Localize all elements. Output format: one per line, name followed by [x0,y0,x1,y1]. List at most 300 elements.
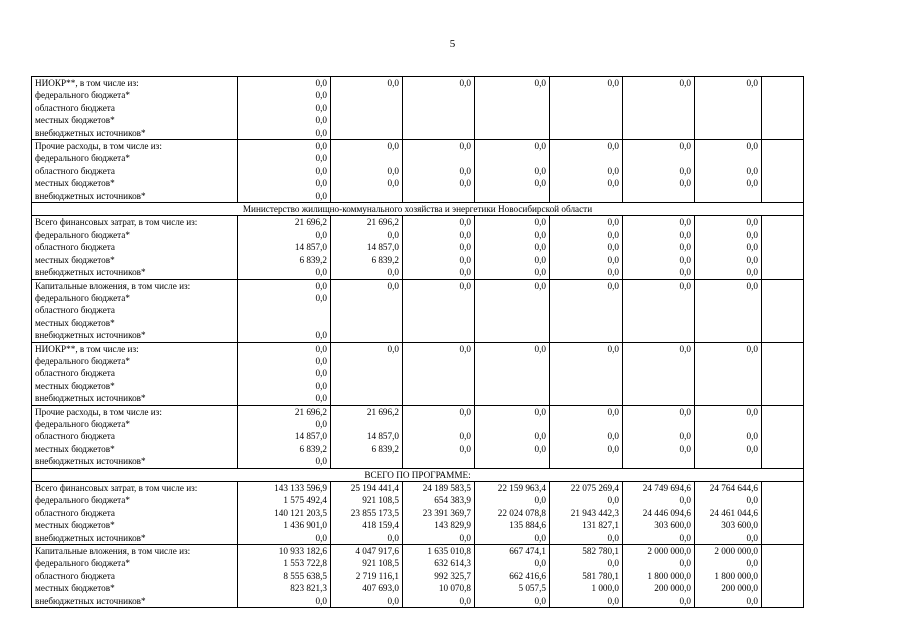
value-cell: 0,0 [238,279,331,292]
table-row [32,405,804,418]
budget-table [31,76,804,608]
value-cell [623,127,695,140]
value-cell: 0,0 [695,595,762,608]
value-cell: 0,0 [623,266,695,279]
empty-cell [762,570,804,582]
value-cell: 143 829,9 [403,519,475,531]
value-cell [623,329,695,342]
value-cell: 0,0 [403,77,475,90]
value-cell: 0,0 [695,430,762,442]
value-cell: 21 696,2 [331,216,403,229]
value-cell: 140 121 203,5 [238,507,331,519]
table-row [32,266,804,279]
value-cell: 0,0 [550,279,623,292]
empty-cell [762,165,804,177]
value-cell: 0,0 [695,254,762,266]
empty-cell [762,557,804,569]
value-cell [331,114,403,126]
value-cell: 0,0 [550,595,623,608]
value-cell: 0,0 [238,532,331,545]
value-cell: 0,0 [623,140,695,153]
row-label: местных бюджетов* [32,317,238,329]
value-cell: 0,0 [331,532,403,545]
value-cell: 0,0 [403,241,475,253]
value-cell [403,89,475,101]
value-cell [550,380,623,392]
table-row [32,216,804,229]
empty-cell [762,152,804,164]
value-cell: 24 749 694,6 [623,482,695,495]
value-cell [403,152,475,164]
empty-cell [762,266,804,279]
value-cell: 24 189 583,5 [403,482,475,495]
value-cell: 0,0 [695,140,762,153]
value-cell: 0,0 [238,127,331,140]
value-cell: 135 884,6 [475,519,550,531]
section-header-row [32,468,804,481]
value-cell [623,455,695,468]
value-cell: 0,0 [623,279,695,292]
table-row [32,519,804,531]
value-cell [550,392,623,405]
value-cell [695,355,762,367]
value-cell: 0,0 [623,557,695,569]
table-row [32,140,804,153]
value-cell [475,367,550,379]
value-cell: 0,0 [403,342,475,355]
value-cell: 0,0 [331,266,403,279]
value-cell: 2 000 000,0 [623,545,695,558]
table-row [32,329,804,342]
value-cell: 1 800 000,0 [695,570,762,582]
value-cell [550,102,623,114]
value-cell: 0,0 [550,77,623,90]
value-cell: 0,0 [331,77,403,90]
empty-cell [762,392,804,405]
empty-cell [762,507,804,519]
value-cell [403,329,475,342]
value-cell: 0,0 [238,355,331,367]
row-label: областного бюджета [32,304,238,316]
value-cell: 6 839,2 [238,254,331,266]
table-row [32,342,804,355]
row-label: местных бюджетов* [32,114,238,126]
empty-cell [762,418,804,430]
row-label: Всего финансовых затрат, в том числе из: [32,482,238,495]
table-row [32,455,804,468]
empty-cell [762,329,804,342]
value-cell [623,102,695,114]
value-cell [403,367,475,379]
empty-cell [762,114,804,126]
empty-cell [762,89,804,101]
value-cell: 6 839,2 [331,443,403,455]
value-cell [550,355,623,367]
value-cell [403,392,475,405]
value-cell [550,114,623,126]
value-cell: 0,0 [623,216,695,229]
value-cell: 0,0 [238,102,331,114]
value-cell [475,304,550,316]
value-cell [550,127,623,140]
value-cell: 0,0 [238,177,331,189]
value-cell: 10 070,8 [403,582,475,594]
value-cell [623,304,695,316]
value-cell: 25 194 441,4 [331,482,403,495]
empty-cell [762,519,804,531]
value-cell [550,190,623,203]
value-cell: 21 943 442,3 [550,507,623,519]
empty-cell [762,241,804,253]
value-cell: 0,0 [238,266,331,279]
row-label: областного бюджета [32,102,238,114]
value-cell: 0,0 [550,443,623,455]
table-row [32,367,804,379]
value-cell: 0,0 [623,443,695,455]
value-cell [403,292,475,304]
value-cell [403,355,475,367]
row-label: областного бюджета [32,430,238,442]
row-label: областного бюджета [32,367,238,379]
value-cell: 24 446 094,6 [623,507,695,519]
table-row [32,279,804,292]
value-cell: 0,0 [238,329,331,342]
value-cell [623,317,695,329]
value-cell: 23 391 369,7 [403,507,475,519]
value-cell: 0,0 [238,595,331,608]
value-cell: 0,0 [238,190,331,203]
value-cell [695,418,762,430]
value-cell [403,127,475,140]
value-cell: 14 857,0 [331,430,403,442]
value-cell [403,317,475,329]
value-cell [475,392,550,405]
value-cell [550,292,623,304]
value-cell [695,292,762,304]
value-cell: 0,0 [475,532,550,545]
empty-cell [762,355,804,367]
value-cell [331,317,403,329]
value-cell: 0,0 [695,241,762,253]
value-cell [403,455,475,468]
row-label: Капитальные вложения, в том числе из: [32,279,238,292]
row-label: внебюджетных источников* [32,127,238,140]
value-cell: 0,0 [623,165,695,177]
value-cell: 1 800 000,0 [623,570,695,582]
value-cell: 581 780,1 [550,570,623,582]
value-cell [403,190,475,203]
table-row [32,494,804,506]
value-cell: 0,0 [331,140,403,153]
value-cell: 0,0 [695,177,762,189]
value-cell: 1 000,0 [550,582,623,594]
table-row [32,430,804,442]
table-row [32,241,804,253]
value-cell [331,102,403,114]
section-title: ВСЕГО ПО ПРОГРАММЕ: [32,468,804,481]
value-cell: 0,0 [695,443,762,455]
value-cell: 14 857,0 [238,241,331,253]
value-cell: 22 075 269,4 [550,482,623,495]
empty-cell [762,455,804,468]
value-cell [331,355,403,367]
value-cell [695,380,762,392]
value-cell [623,114,695,126]
empty-cell [762,443,804,455]
value-cell: 0,0 [238,342,331,355]
row-label: местных бюджетов* [32,443,238,455]
value-cell: 0,0 [623,405,695,418]
value-cell: 10 933 182,6 [238,545,331,558]
table-row [32,77,804,90]
value-cell: 0,0 [403,595,475,608]
value-cell: 0,0 [475,494,550,506]
empty-cell [762,380,804,392]
value-cell [695,367,762,379]
value-cell [331,89,403,101]
value-cell [550,455,623,468]
empty-cell [762,367,804,379]
value-cell [403,114,475,126]
table-row [32,127,804,140]
value-cell: 0,0 [695,557,762,569]
value-cell: 24 764 644,6 [695,482,762,495]
value-cell: 21 696,2 [238,405,331,418]
value-cell: 0,0 [475,216,550,229]
table-row [32,532,804,545]
value-cell: 200 000,0 [623,582,695,594]
value-cell [623,380,695,392]
table-row [32,380,804,392]
row-label: Капитальные вложения, в том числе из: [32,545,238,558]
value-cell [695,304,762,316]
value-cell: 0,0 [475,443,550,455]
value-cell [623,418,695,430]
row-label: областного бюджета [32,507,238,519]
table-row [32,165,804,177]
value-cell [550,317,623,329]
value-cell [623,152,695,164]
value-cell: 0,0 [475,229,550,241]
value-cell: 0,0 [331,279,403,292]
value-cell: 0,0 [475,177,550,189]
value-cell: 0,0 [403,532,475,545]
value-cell: 921 108,5 [331,557,403,569]
value-cell [475,89,550,101]
empty-cell [762,482,804,495]
value-cell: 0,0 [331,177,403,189]
row-label: федерального бюджета* [32,152,238,164]
empty-cell [762,254,804,266]
value-cell: 1 436 901,0 [238,519,331,531]
row-label: Прочие расходы, в том числе из: [32,140,238,153]
value-cell: 0,0 [623,229,695,241]
value-cell: 0,0 [331,342,403,355]
value-cell: 0,0 [238,229,331,241]
value-cell [695,329,762,342]
value-cell: 0,0 [331,229,403,241]
table-row [32,570,804,582]
value-cell: 0,0 [695,405,762,418]
value-cell [238,317,331,329]
table-row [32,595,804,608]
row-label: федерального бюджета* [32,355,238,367]
value-cell: 1 635 010,8 [403,545,475,558]
value-cell: 143 133 596,9 [238,482,331,495]
value-cell: 0,0 [550,266,623,279]
value-cell: 21 696,2 [331,405,403,418]
value-cell: 0,0 [695,165,762,177]
section-title: Министерство жилищно-коммунального хозяйства и энергетики Новосибирской области [32,203,804,216]
row-label: федерального бюджета* [32,292,238,304]
value-cell: 0,0 [238,455,331,468]
value-cell: 0,0 [475,165,550,177]
row-label: федерального бюджета* [32,89,238,101]
row-label: Всего финансовых затрат, в том числе из: [32,216,238,229]
value-cell: 0,0 [623,430,695,442]
value-cell [475,292,550,304]
table-row [32,254,804,266]
table-row [32,582,804,594]
value-cell: 0,0 [695,77,762,90]
table-row [32,443,804,455]
value-cell: 0,0 [403,177,475,189]
value-cell [475,380,550,392]
value-cell: 0,0 [331,595,403,608]
value-cell: 0,0 [623,177,695,189]
value-cell: 2 719 116,1 [331,570,403,582]
value-cell [695,89,762,101]
value-cell [695,127,762,140]
value-cell: 23 855 173,5 [331,507,403,519]
table-row [32,102,804,114]
row-label: местных бюджетов* [32,254,238,266]
value-cell [331,152,403,164]
value-cell: 992 325,7 [403,570,475,582]
value-cell [695,455,762,468]
value-cell: 4 047 917,6 [331,545,403,558]
value-cell: 921 108,5 [331,494,403,506]
value-cell [475,102,550,114]
value-cell: 0,0 [475,140,550,153]
value-cell: 0,0 [331,165,403,177]
row-label: внебюджетных источников* [32,190,238,203]
value-cell: 0,0 [550,557,623,569]
empty-cell [762,405,804,418]
value-cell: 0,0 [238,140,331,153]
value-cell: 0,0 [475,266,550,279]
value-cell: 0,0 [238,418,331,430]
value-cell: 0,0 [695,279,762,292]
value-cell [331,418,403,430]
value-cell [331,304,403,316]
row-label: федерального бюджета* [32,557,238,569]
value-cell: 632 614,3 [403,557,475,569]
row-label: федерального бюджета* [32,418,238,430]
value-cell: 0,0 [623,254,695,266]
value-cell: 303 600,0 [623,519,695,531]
value-cell: 0,0 [550,405,623,418]
row-label: НИОКР**, в том числе из: [32,342,238,355]
value-cell: 0,0 [475,77,550,90]
empty-cell [762,430,804,442]
value-cell [695,392,762,405]
value-cell [695,152,762,164]
value-cell [475,190,550,203]
value-cell: 200 000,0 [695,582,762,594]
value-cell [331,292,403,304]
value-cell: 0,0 [403,216,475,229]
value-cell [403,418,475,430]
value-cell: 654 383,9 [403,494,475,506]
value-cell: 0,0 [623,532,695,545]
value-cell [550,89,623,101]
value-cell [403,102,475,114]
value-cell [475,317,550,329]
value-cell: 0,0 [623,77,695,90]
value-cell: 0,0 [403,229,475,241]
table-row [32,177,804,189]
value-cell: 0,0 [695,494,762,506]
value-cell [695,317,762,329]
value-cell: 662 416,6 [475,570,550,582]
value-cell: 667 474,1 [475,545,550,558]
empty-cell [762,127,804,140]
value-cell: 0,0 [403,405,475,418]
row-label: внебюджетных источников* [32,455,238,468]
value-cell [475,127,550,140]
value-cell: 823 821,3 [238,582,331,594]
value-cell: 1 553 722,8 [238,557,331,569]
empty-cell [762,177,804,189]
value-cell: 0,0 [623,342,695,355]
table-row [32,190,804,203]
row-label: областного бюджета [32,165,238,177]
value-cell: 407 693,0 [331,582,403,594]
table-row [32,418,804,430]
empty-cell [762,545,804,558]
value-cell [623,392,695,405]
page-number: 5 [449,38,456,50]
value-cell: 131 827,1 [550,519,623,531]
value-cell: 0,0 [475,430,550,442]
value-cell: 0,0 [550,165,623,177]
row-label: местных бюджетов* [32,582,238,594]
value-cell [475,355,550,367]
value-cell [475,114,550,126]
table-row [32,292,804,304]
value-cell: 2 000 000,0 [695,545,762,558]
value-cell [331,190,403,203]
value-cell: 0,0 [403,266,475,279]
value-cell: 0,0 [403,430,475,442]
table-row [32,392,804,405]
value-cell: 0,0 [623,595,695,608]
row-label: местных бюджетов* [32,177,238,189]
empty-cell [762,532,804,545]
value-cell: 0,0 [550,494,623,506]
value-cell: 6 839,2 [331,254,403,266]
row-label: федерального бюджета* [32,494,238,506]
value-cell [331,455,403,468]
value-cell: 0,0 [695,532,762,545]
row-label: Прочие расходы, в том числе из: [32,405,238,418]
row-label: внебюджетных источников* [32,595,238,608]
empty-cell [762,304,804,316]
value-cell: 22 159 963,4 [475,482,550,495]
value-cell: 0,0 [550,241,623,253]
value-cell [623,89,695,101]
